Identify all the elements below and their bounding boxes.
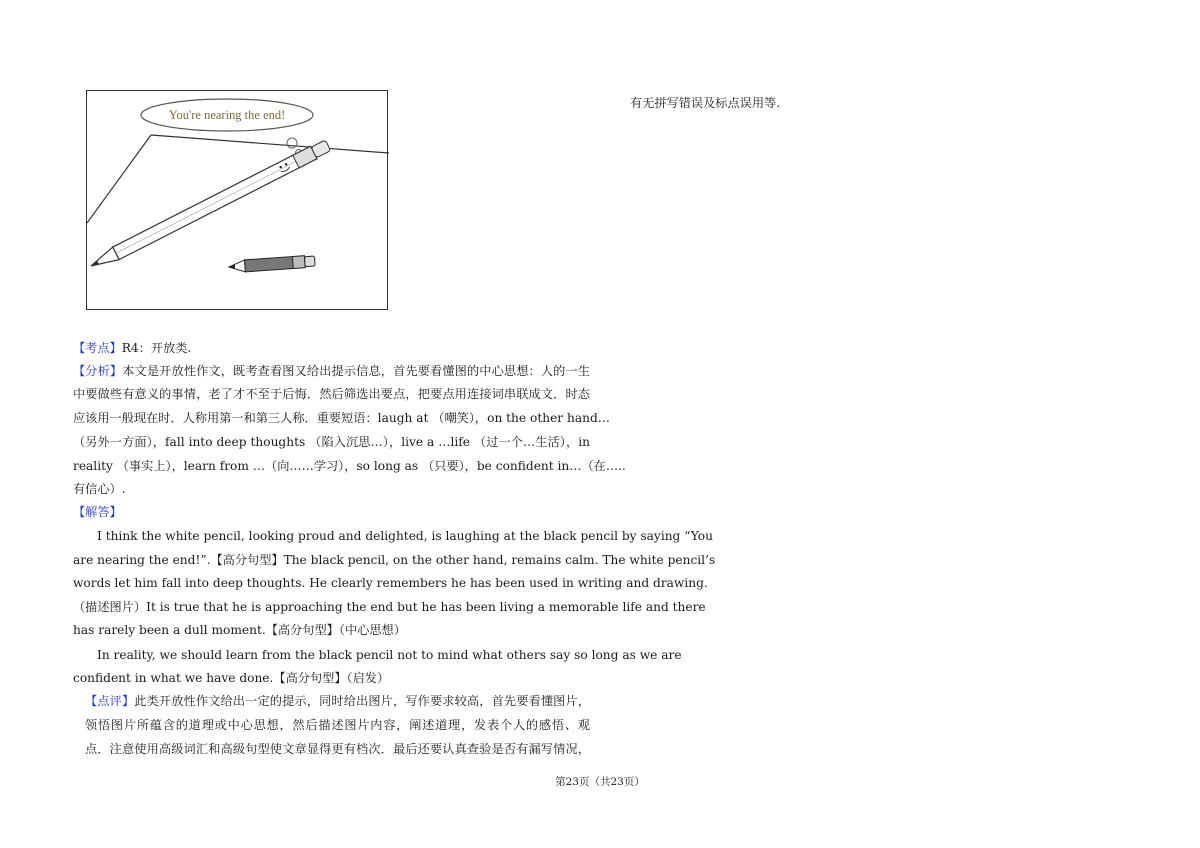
dianping-line-2: 领悟图片所蕴含的道理或中心思想，然后描述图片内容，阐述道理，发表个人的感悟、观 — [85, 718, 590, 732]
jieda-line-4: （描述图片）It is true that he is approaching the end but he has been living a memorable life and there — [73, 600, 706, 614]
jieda-line-7: confident in what we have done.【高分句型】（启发） — [73, 671, 390, 685]
right-column-text: 有无拼写错误及标点误用等. — [630, 96, 781, 110]
fenxi-line-2: 中要做些有意义的事情，老了才不至于后悔．然后筛选出要点，把要点用连接词串联成文．时态 — [73, 387, 590, 401]
fenxi-text: 本文是开放性作文，既考查看图又给出提示信息，首先要看懂图的中心思想：人的一生 — [122, 364, 590, 378]
fenxi-line-6: 有信心）. — [73, 482, 126, 496]
dianping-tag: 【点评】 — [85, 694, 135, 708]
kaodian-line — [73, 338, 191, 358]
kaodian-text: R4：开放类. — [121, 341, 192, 355]
jieda-heading — [73, 502, 122, 522]
jieda-line-5: has rarely been a dull moment.【高分句型】（中心思想） — [73, 623, 406, 637]
dianping-text: 此类开放性作文给出一定的提示，同时给出图片，写作要求较高，首先要看懂图片， — [134, 694, 590, 708]
fenxi-line-4: （另外一方面），fall into deep thoughts （陷入沉思…），live a …life （过一个…生活），in — [73, 435, 590, 449]
dianping-line-1 — [85, 691, 590, 711]
dianping-line-3: 点．注意使用高级词汇和高级句型使文章显得更有档次．最后还要认真查验是否有漏写情况， — [85, 742, 590, 756]
jieda-line-1: I think the white pencil, looking proud and delighted, is laughing at the black pencil by saying “You — [97, 529, 713, 543]
pencil-illustration — [86, 90, 388, 310]
fenxi-tag: 【分析】 — [73, 364, 123, 378]
kaodian-tag: 【考点】 — [73, 341, 122, 355]
fenxi-line-1 — [73, 361, 590, 381]
jieda-tag: 【解答】 — [73, 505, 122, 519]
jieda-line-6: In reality, we should learn from the black pencil not to mind what others say so long as we are — [97, 648, 682, 662]
fenxi-line-3: 应该用一般现在时．人称用第一和第三人称．重要短语：laugh at （嘲笑），on the other hand… — [73, 411, 610, 425]
jieda-line-3: words let him fall into deep thoughts. He clearly remembers he has been used in writing and drawing. — [73, 576, 708, 590]
jieda-line-2: are nearing the end!”.【高分句型】The black pencil, on the other hand, remains calm. The white pencil’s — [73, 553, 716, 567]
fenxi-line-5: reality （事实上），learn from …（向……学习），so long as （只要），be confident in…（在….. — [73, 459, 626, 473]
speech-text: You're nearing the end! — [168, 108, 286, 122]
pencil-drawing — [87, 91, 389, 311]
page-footer: 第23页（共23页） — [555, 776, 645, 788]
